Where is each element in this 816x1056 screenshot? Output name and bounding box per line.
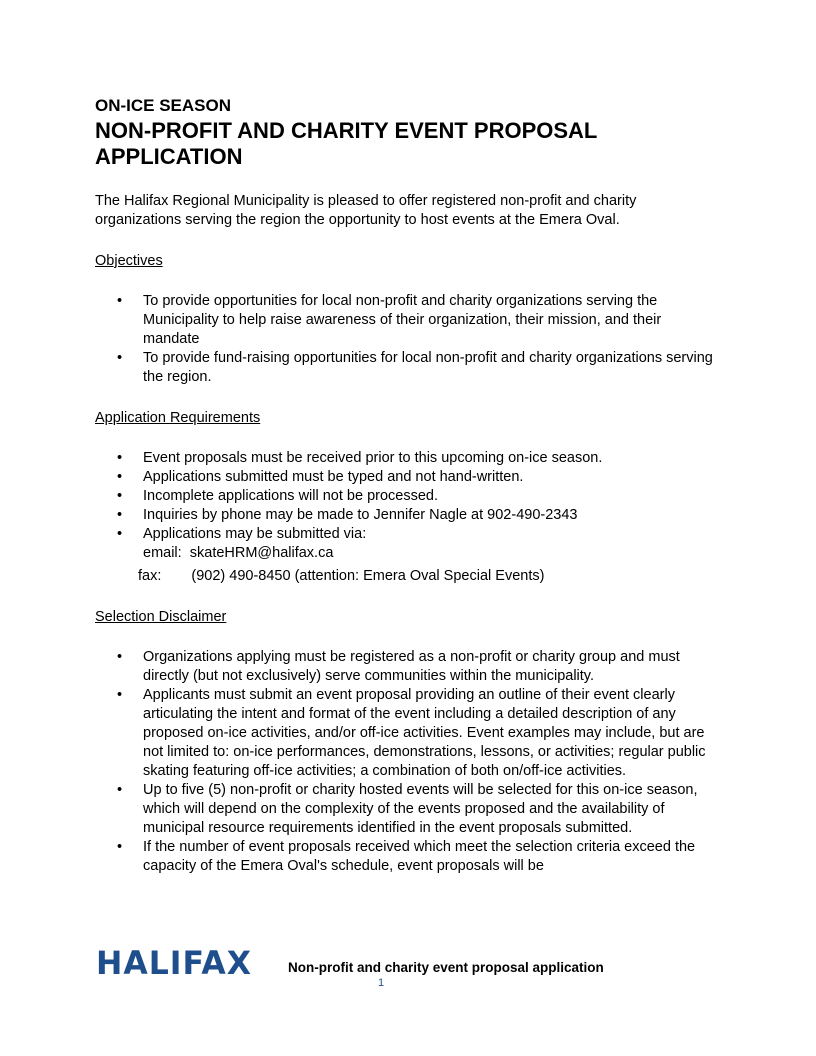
bullet-icon: • (117, 469, 123, 485)
requirements-list (95, 449, 720, 544)
list-item-text: Inquiries by phone may be made to Jennifer Nagle at 902-490-2343 (143, 507, 578, 523)
bullet-icon: • (117, 526, 123, 542)
email-link[interactable]: skateHRM@halifax.ca (189, 545, 334, 561)
bullet-icon: • (117, 488, 123, 504)
intro-paragraph: The Halifax Regional Municipality is pleased to offer registered non-profit and charity organizations serving the region the opportunity to host events at the Emera Oval. (95, 193, 637, 228)
list-item (95, 525, 720, 544)
bullet-icon: • (117, 293, 123, 309)
bullet-icon: • (117, 839, 123, 855)
email-label: email: (143, 545, 182, 561)
list-item (95, 838, 720, 876)
page-footer (0, 944, 816, 1004)
bullet-icon: • (117, 782, 123, 798)
list-item-text: Event proposals must be received prior to this upcoming on-ice season. (143, 450, 603, 466)
fax-number: (902) 490-8450 (attention: Emera Oval Special Events) (191, 568, 545, 584)
list-item (95, 648, 720, 686)
bullet-icon: • (117, 687, 123, 703)
list-item (95, 686, 720, 781)
list-item (95, 487, 720, 506)
bullet-icon: • (117, 507, 123, 523)
list-item (95, 449, 720, 468)
page-number: 1 (378, 977, 385, 989)
fax-label: fax: (138, 568, 162, 584)
footer-document-title: Non-profit and charity event proposal application (288, 960, 604, 975)
disclaimer-heading: Selection Disclaimer (95, 609, 227, 625)
fax-line (95, 567, 720, 586)
list-item (95, 292, 720, 349)
document-page (95, 96, 720, 876)
list-item (95, 468, 720, 487)
email-line (95, 544, 720, 563)
logo-wordmark: HALIFAX (96, 946, 252, 978)
bullet-icon: • (117, 649, 123, 665)
objectives-list (95, 292, 720, 387)
list-item-text: To provide fund-raising opportunities for local non-profit and charity organizations serving the region. (143, 350, 713, 385)
objectives-heading: Objectives (95, 253, 163, 269)
list-item-text: Up to five (5) non-profit or charity hosted events will be selected for this on-ice season, which will depend on the complexity of the events proposed and the availability of municipal resource requirements identified in the event proposals submitted. (143, 782, 698, 836)
list-item-text: Applications may be submitted via: (143, 526, 367, 542)
bullet-icon: • (117, 450, 123, 466)
page-title: NON-PROFIT AND CHARITY EVENT PROPOSAL APPLICATION (95, 118, 597, 169)
season-kicker: ON-ICE SEASON (95, 96, 232, 115)
list-item-text: Incomplete applications will not be processed. (143, 488, 438, 504)
list-item-text: Organizations applying must be registered as a non-profit or charity group and must directly (but not exclusively) serve communities within the municipality. (143, 649, 680, 684)
list-item (95, 349, 720, 387)
list-item-text: Applications submitted must be typed and not hand-written. (143, 469, 524, 485)
list-item (95, 781, 720, 838)
list-item-text: If the number of event proposals received which meet the selection criteria exceed the capacity of the Emera Oval's schedule, event proposals will be (143, 839, 696, 874)
list-item-text: Applicants must submit an event proposal providing an outline of their event clearly articulating the intent and format of the event including a detailed description of any proposed on-ice activities, and/or off-ice activities. Event examples may include, but are not limited to: on-ice performances, demonstrations, lessons, or activities; regular public skating featuring off-ice activities; a combination of both on/off-ice activities. (143, 687, 706, 779)
halifax-logo (96, 946, 254, 978)
requirements-heading: Application Requirements (95, 410, 261, 426)
bullet-icon: • (117, 350, 123, 366)
list-item (95, 506, 720, 525)
list-item-text: To provide opportunities for local non-profit and charity organizations serving the Municipality to help raise awareness of their organization, their mission, and their mandate (143, 293, 662, 347)
disclaimer-list (95, 648, 720, 876)
